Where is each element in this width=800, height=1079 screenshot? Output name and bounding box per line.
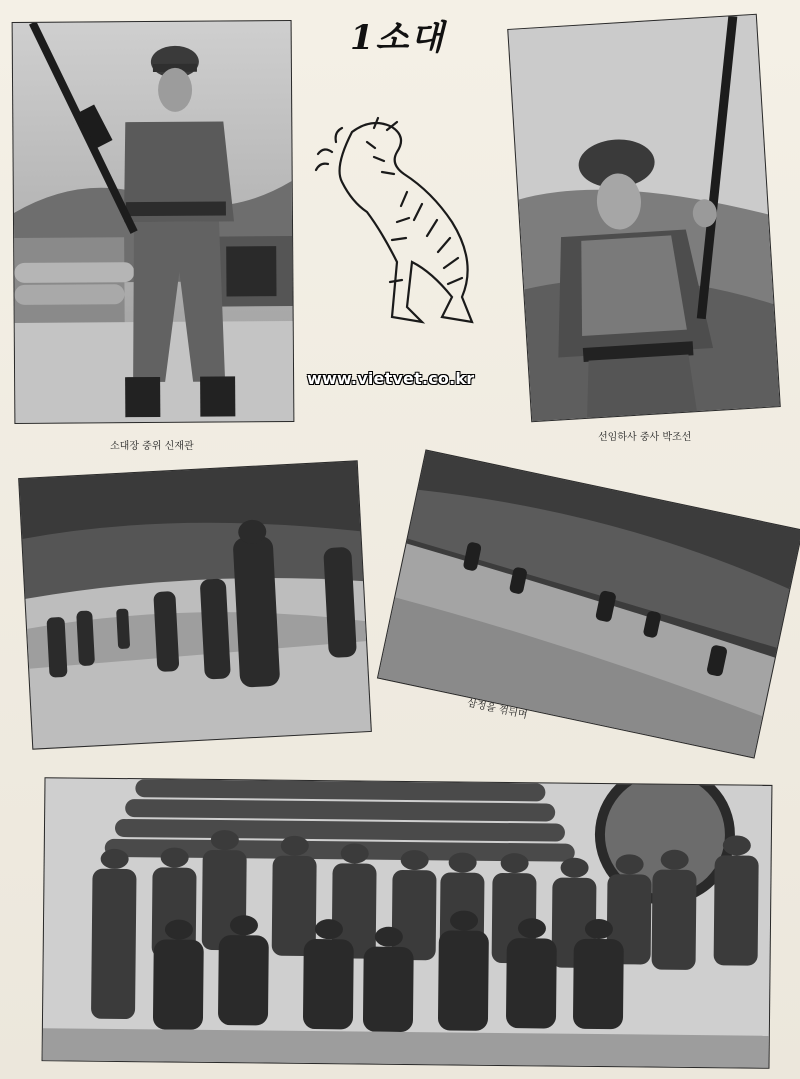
website-watermark: www.vietvet.co.kr	[307, 369, 475, 388]
photo-platoon-leader-image	[13, 21, 294, 423]
photo-hillside-image	[378, 451, 800, 758]
photo-senior-sergeant	[508, 15, 779, 421]
tiger-drawing-icon	[312, 112, 502, 334]
caption-hillside: 삼정을 꺾뒤며	[466, 697, 529, 722]
caption-platoon-leader: 소대장 중위 신재관	[110, 441, 194, 452]
photo-hillside	[378, 451, 800, 758]
photo-patrol	[19, 461, 371, 748]
photo-platoon-leader	[13, 21, 294, 423]
photo-patrol-image	[19, 461, 371, 748]
caption-senior-sergeant: 선임하사 중사 박조선	[598, 432, 692, 443]
photo-platoon-group	[43, 778, 772, 1068]
photo-senior-sergeant-image	[508, 15, 779, 421]
photo-platoon-group-image	[43, 778, 772, 1068]
page-title: 1소대	[350, 18, 446, 58]
